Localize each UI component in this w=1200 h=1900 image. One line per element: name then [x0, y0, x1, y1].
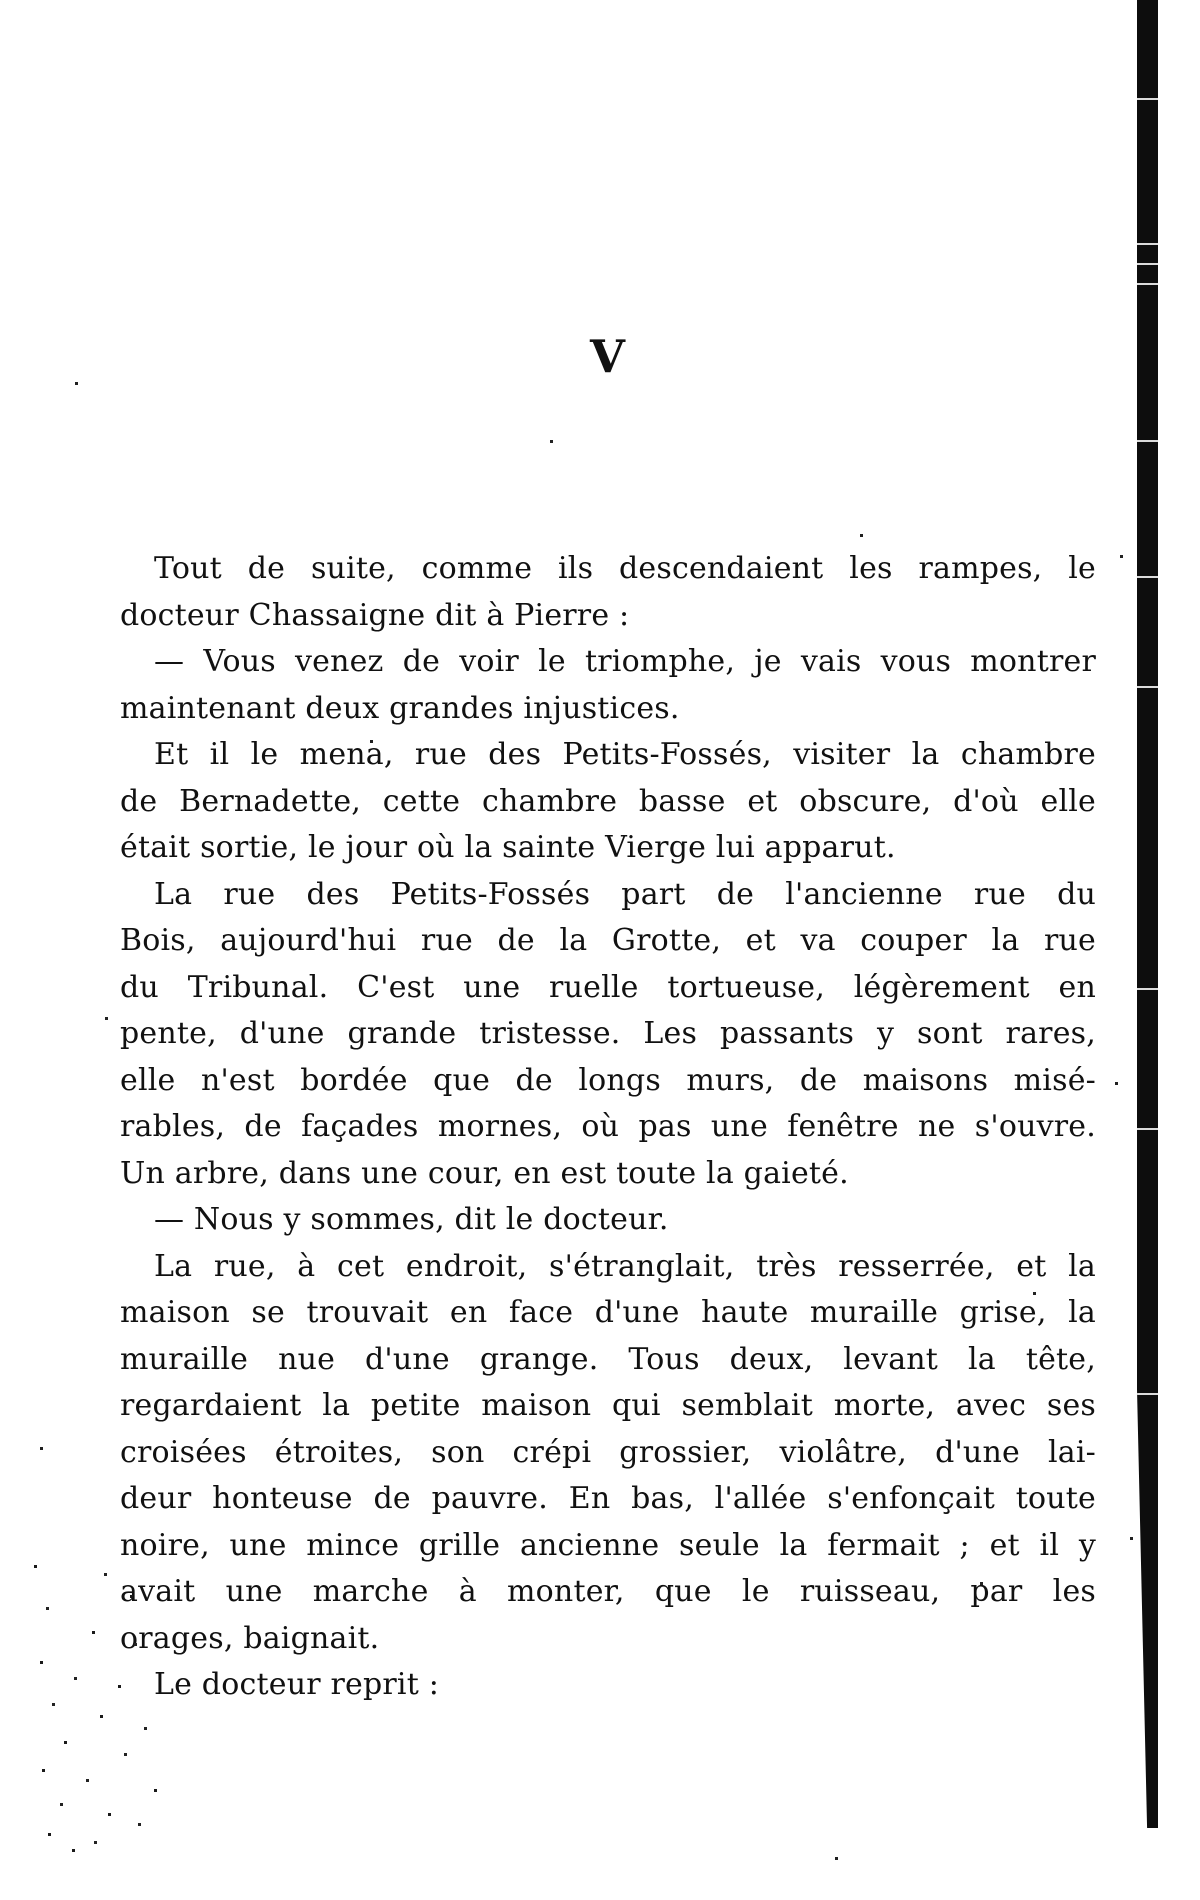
text-line: orages, baignait. [120, 1620, 380, 1656]
text-line: Tout de suite, comme ils descendaient les rampes, le [154, 551, 1096, 586]
text-line: Et il le mena, rue des Petits-Fossés, visiter la chambre [154, 737, 1096, 772]
scan-speckles-scatter [75, 382, 78, 385]
text-line: rables, de façades mornes, où pas une fenêtre ne s'ouvre. [120, 1109, 1096, 1144]
paragraph [120, 1197, 1096, 1244]
text-line: docteur Chassaigne dit à Pierre : [120, 597, 630, 633]
text-line: deur honteuse de pauvre. En bas, l'allée s'enfonçait toute [120, 1481, 1096, 1516]
paragraph [120, 732, 1096, 872]
text-line: elle n'est bordée que de longs murs, de maisons misé- [120, 1062, 1096, 1098]
text-line: Le docteur reprit : [154, 1667, 440, 1702]
text-line: — Vous venez de voir le triomphe, je vais vous montrer [154, 644, 1096, 679]
text-line: regardaient la petite maison qui semblait morte, avec ses [120, 1388, 1096, 1423]
scan-speckles-bottom-left [34, 1565, 37, 1568]
text-line: noire, une mince grille ancienne seule la fermait ; et il y [120, 1527, 1096, 1563]
text-line: pente, d'une grande tristesse. Les passants y sont rares, [120, 1016, 1096, 1051]
text-line: du Tribunal. C'est une ruelle tortueuse, légèrement en [120, 969, 1096, 1005]
text-line: — Nous y sommes, dit le docteur. [154, 1202, 669, 1237]
text-line: Un arbre, dans une cour, en est toute la gaieté. [120, 1155, 849, 1191]
text-line: avait une marche à monter, que le ruisseau, par les [120, 1574, 1096, 1609]
text-line: était sortie, le jour où la sainte Vierge lui apparut. [120, 830, 896, 865]
text-line: croisées étroites, son crépi grossier, violâtre, d'une lai- [120, 1434, 1096, 1470]
text-line: muraille nue d'une grange. Tous deux, levant la tête, [120, 1341, 1096, 1377]
text-line: La rue des Petits-Fossés part de l'ancienne rue du [154, 876, 1096, 912]
paragraph [120, 872, 1096, 1198]
paragraph [120, 1662, 1096, 1709]
text-line: maintenant deux grandes injustices. [120, 690, 680, 726]
scan-scratch-lines [1137, 98, 1158, 100]
text-line: Bois, aujourd'hui rue de la Grotte, et va couper la rue [120, 923, 1096, 958]
paragraph [120, 639, 1096, 732]
text-line: La rue, à cet endroit, s'étranglait, très resserrée, et la [154, 1248, 1096, 1284]
paragraph [120, 1244, 1096, 1663]
paragraph [120, 546, 1096, 639]
chapter-heading: V [590, 330, 626, 383]
body-text [120, 546, 1096, 1709]
text-line: de Bernadette, cette chambre basse et obscure, d'où elle [120, 783, 1096, 819]
text-line: maison se trouvait en face d'une haute muraille grise, la [120, 1295, 1096, 1330]
binding-shadow-bar [1137, 0, 1158, 1828]
